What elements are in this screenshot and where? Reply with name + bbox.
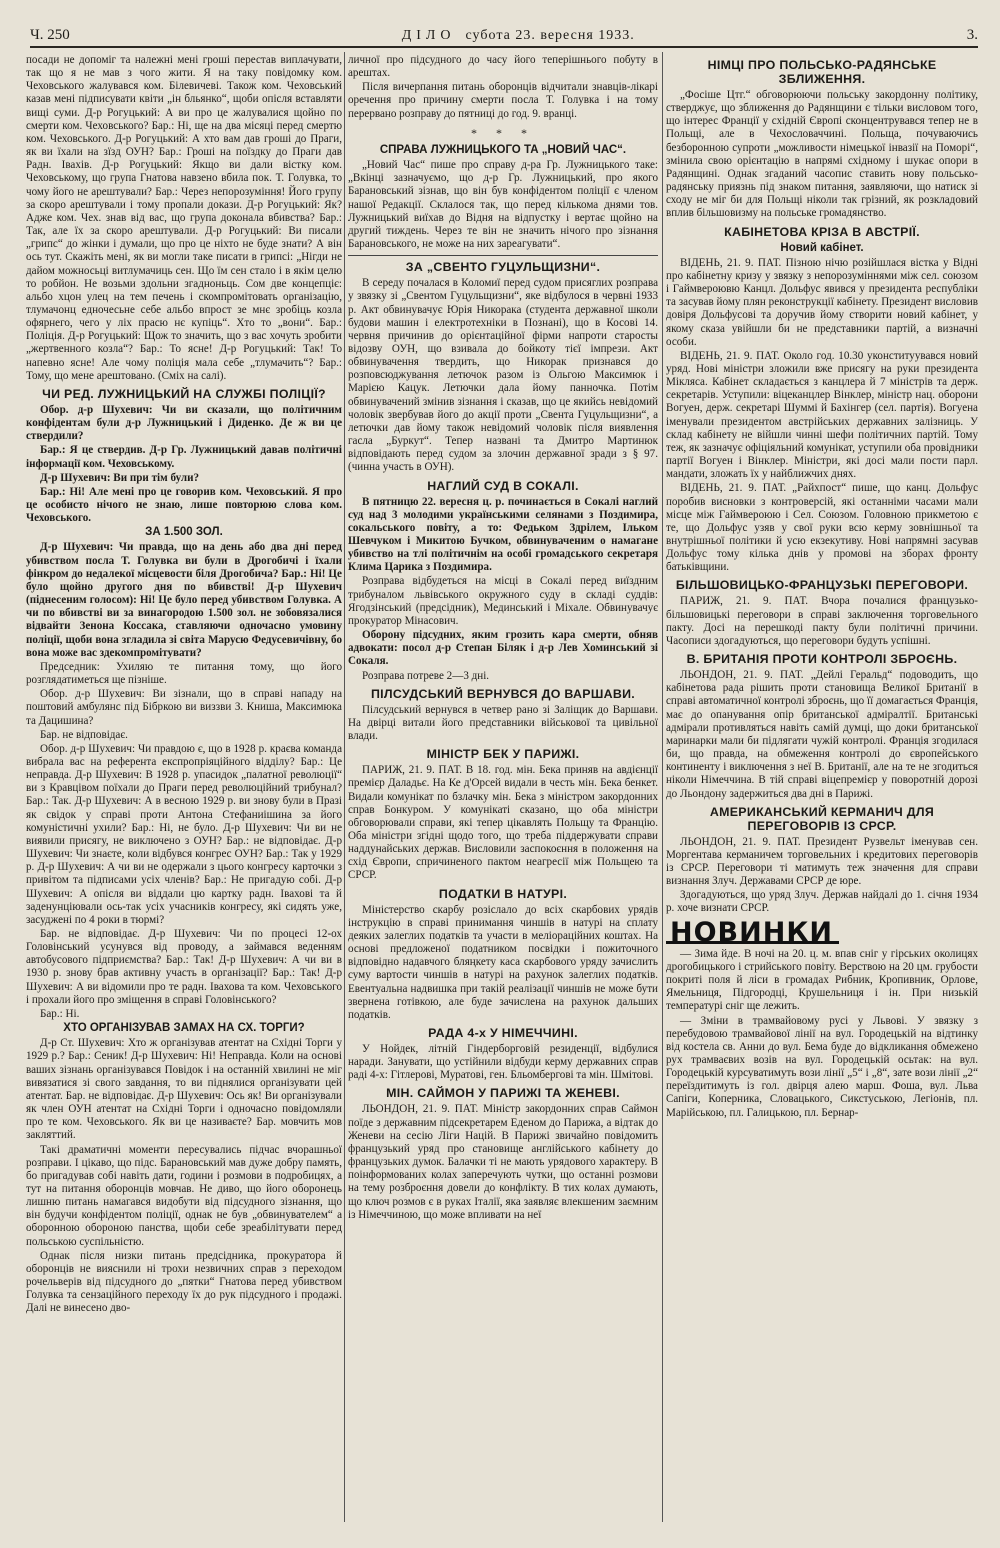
section-heading: ПІЛСУДСЬКИЙ ВЕРНУВСЯ ДО ВАРШАВИ. [370,686,636,701]
issue-number: Ч. 250 [30,27,70,43]
masthead [30,22,978,48]
paragraph: Бар. не відповідає. [40,728,128,741]
paragraph: ЛЬОНДОН, 21. 9. ПАТ. „Дейлі Геральд“ подоводить, що кабінетова рада рішить проти становища Великої Британії в справі автоматичної контролі зброєнь, що її домагається Франція, має до опанування опір британської адміралтії. Британські адмірали противляться навіть самій думці, що доки британської маринарки мали би підлягати чужій контролі. Франція згодилася би, що правда, на обмеження контролі до європейського континенту і виключення з неї В. Британії, але на те не згодиться ніколи Німеччина. В тій справі віцепремієр у поворотній дорозі до Льондону задержиться два дні в Парижі. [666,669,978,800]
paragraph: ЛЬОНДОН, 21. 9. ПАТ. Президент Рузвельт іменував сен. Моргентава керманичем торговельних і кредитових переговорів із СРСР. Переговори ті матимуть теж значення для справи визнання Злуч. Державами СРСР де юре. [666,835,978,888]
paragraph: Такі драматичні моменти пересувались підчас вчорашньої розправи. І цікаво, що підс. Барановський мав дуже добру память, бо пригадував собі навіть дати, години і розмови в подробицях, а тут на питання оборонців мовчав. Не диво, що його оборонець лишню питань намагався видобути від підсудного зізнання, що він будучи конфідентом поліції, однак не був „обвинувателем“ а оборонною обороною панства, щоби себе зреабілітувати перед польською суспільністю. [26,1143,342,1248]
paragraph: Бар.: Ні! Але мені про це говорив ком. Чеховський. Я про це особисто нічого не знаю, лише повторюю слова ком. Чеховського. [26,485,342,525]
column-2 [348,54,658,1524]
section-heading: МІН. САЙМОН У ПАРИЖІ ТА ЖЕНЕВІ. [386,1086,620,1101]
section-heading: ХТО ОРГАНІЗУВАВ ЗАМАХ НА СХ. ТОРГИ? [63,1022,305,1035]
paragraph: Оборону підсудних, яким грозить кара смерти, обняв адвокати: посол д-р Степан Біляк і д-р Лев Хоминський зі Сокаля. [348,629,658,668]
paragraph: посади не допоміг та належні мені гроші перестав виплачувати, так що я не мав з чого жити. Я на таку повідомку ком. Чеховського жалувався ком. Білевичеві. Також ком. Чеховський казав мені підписувати квіти „ін бльянко“, щоби опісля вставляти вищі суми. Д-р Рогуцький: А ви про це жалувалися щойно по смерти ком. Чеховського? Бар.: Ні, ще на два місяці перед смертю ком. Чеховського. Д-р Рогуцький: А хто вам дав гроші до Праги, як ви їхали на зїзд ОУН? Бар.: Гроші на поїздку до Праги дав Радн. Івахів. Д-р Рогуцький: Якщо ви дали вістку ком. Чеховському, що група Гнатова навзено вбила пок. Т. Голувка, то чому його не арештували? Бар.: Через непорозуміння! Його групу за скоро арештували і тому пропали докази. Д-р Рогуцький: Як? Адже ком. Чех. знав від вас, що група доконала вбивства? Бар.: Так, але їх за скоро арештували. Д-р Рогуцький: Ви писали „грипс“ до жінки і думали, що про це ніхто не буде знати? А він ось тут. Скажіть мені, як ви могли таке писати в грипсі: „Нігди не дайом можносьці витлумачиць сен. Що їм сен стало і в якім целю то робйон. Не возьми здольни згадноньць. Сом две концепціє: альбо хцон улец на тем печень і скомпромітовать організацію, тлумачонц едночесьне себе альбо впрост зе мнє зробіць козла офярнего, чего у ліх прасю нє купіць“. Хто то „вони“. Бар.: Поліція. Д-р Рогуцький: Щож то значить, що з вас хочуть зробити „жертвенного козла“? Бар.: То ясне! Д-р Рогуцький: Так! То напевно ясне! Але чому поліція мала себе „тлумачить“? Бар.: Тому, що мене арештовано. (Сміх на салі). [26,54,342,382]
section-heading: СПРАВА ЛУЖНИЦЬКОГО ТА „НОВИЙ ЧАС“. [379,143,627,156]
paragraph: ВІДЕНЬ, 21. 9. ПАТ. „Райхпост“ пише, що канц. Дольфус поробив висновки з контроверсій, які останніми часами мали місце між Гаймвероюю і Сел. Союзом. Головною прикметою є те, що Дольфус узяв у свої руки всю керму зовнішньої та внутрішньої політики й усю екзекутиву. Нові напрямні засував Дольфус тому кілька днів у промові на зборах фронту батьківщини. [666,482,978,574]
section-heading: ЗА 1.500 ЗОЛ. [145,526,223,539]
paragraph: Д-р Шухевич: Чи правда, що на день або два дні перед убивством посла Т. Голувка ви були в Дрогобичі і їхали фінкром до недалекої місцевости біля Дрогобича? Бар.: Ні! Це було щойно другого дня по вбивстві! Д-р Шухевич (піднесеним голосом): Ні! Це було перед убивством Голувка. А чи по вбивстві ви за винагородою 1.500 зол. не зобовязалися відвайти Зенона Коссака, ставляючи одночасно умовину поліції, щоби вона згладила зі світа Марусю Федусевичівну, бо вона може вас здекомпромітувати? [26,541,342,659]
paragraph: Председник: Ухиляю те питання тому, що його розглядатиметься ще пізніше. [26,660,342,687]
section-heading: ЗА „СВЕНТО ГУЦУЛЬЩИЗНИ“. [405,260,601,275]
section-heading: НІМЦІ ПРО ПОЛЬСЬКО-РАДЯНСЬКЕ ЗБЛИЖЕННЯ. [707,58,937,86]
section-heading: РАДА 4-х У НІМЕЧЧИНІ. [428,1026,578,1040]
paragraph: Пілсудський вернувся в четвер рано зі Заліщик до Варшави. На двірці витали його представники військової та цивільної влади. [348,703,658,743]
paragraph: Обор. д-р Шухевич: Ви зізнали, що в справі нападу на поштовий амбулянс під Бібркою ви виззви З. Книша, Максимюка та Дацишина? [26,688,342,727]
news-section-title: НОВИНКИ [666,925,839,944]
paragraph: ВІДЕНЬ, 21. 9. ПАТ. Пізною нічю розійшлася вістка у Відні про кабінетну кризу у звязку з непорозуміннями між сел. союзом і Гаймвероювю Канцл. Дольфус явився у президента республіки та засував йому плян реконструкції кабінету. Президент висловив довіря Дольфусові та доручив йому створити новий кабінет, у якому сказа увійшли би не представники партій, а визначні особи. [666,256,978,348]
paragraph: Міністерство скарбу розіслало до всіх скарбових урядів інструкцію в справі принимання чиншів в натурі на сплату деяких залеглих податків та участи в меліораційних коштах. На основі предложеної податником посвідки і пожиточного відповідно надавчого бляңкету каса скарбового уряду зачислить суму вартости чиншів в натурі на рахунок залеглих податків. Евентуальна надвишка при такій реалізації чиншів не може бути звернена готівкою, але буде зачислена на рахунок дальших податків. [348,903,658,1021]
column-1 [26,54,342,1524]
paragraph: Обор. д-р Шухевич: Чи ви сказали, що політичним конфідентам були д-р Лужницький і Диденко. Де ж ви це ствердили? [26,403,342,443]
paragraph: — Зміни в трамвайовому русі у Львові. У звязку з перебудовою трамвайової лінії на вул. Городецькій на відтинку від костела св. Анни до вул. Бема буде до відкликання обмежено рух трамваєвих возів на вул. Городецькій осьтак: на вул. Городецькій курсуватимуть вози лінії „5“ і „8“, зате вози лінії „2“ переїздитимуть із гол. двірця алею марш. Фоша, вул. Льва Сапіги, Коперника, Словацького, Сикстуською, Легіонів, пл. Марійською, пл. Галицькою, пл. Бернар- [666,1014,978,1119]
paragraph: Здогадуються, що уряд Злуч. Держав найдалі до 1. січня 1934 р. хоче визнати СРСР. [666,889,978,915]
column-divider [344,52,345,1522]
paragraph: личної про підсудного до часу його теперішнього побуту в арештах. [348,54,658,80]
divider [348,255,658,256]
issue-date: субота 23. вересня 1933. [465,28,635,43]
section-heading: КАБІНЕТОВА КРІЗА В АВСТРІЇ. [724,224,920,239]
paragraph: Обор. д-р Шухевич: Чи правдою є, що в 1928 р. краєва команда вибрала вас на референта експропріяційного відділу? Бар.: Це неправда. Д-р Шухевич: В 1928 р. упасидок „палатної революції“ ви з Кравцівом поїхали до Праги перед революційний трибунал? Бар.: Так. Д-р Шухевич: А в весною 1929 р. ви знову були в Празі як свідок у справі проти Антона Стефаниішина за його комуністичні ухили? Бар.: Ні, не було. Д-р Шухевич: Чи ви не виявили присягу, не виключено з ОУН? Бар.: не відповідає. Д-р Шухевич: Чи знаєте, коли відбувся конгрес ОУН? Бар.: Так у 1929 р. Д-р Шухевич: А чи ви не одержали з цього конгресу карточки з привітом та підписами усіх членів? Бар.: Не пригадую собі. Д-р Шухевич: А опісля ви віддали цю картку радн. Івахові та й заденунціювали ось-так усіх учасників конгресу, які сидять уже, засуджені по 4 роки в тюрмі? [26,742,342,926]
section-heading: НАГЛИЙ СУД В СОКАЛІ. [427,478,579,493]
paragraph: Д-р Шухевич: Ви при тім були? [40,471,200,484]
section-heading: В. БРИТАНІЯ ПРОТИ КОНТРОЛІ ЗБРОЄНЬ. [686,652,958,667]
paragraph: „Новий Час“ пише про справу д-ра Гр. Лужницького таке: „Вкінці зазначуємо, що д-р Гр. Лужницький, про якого Барановський зізнав, що він був конфідентом поліції є членом нашої Редакції. Склалося так, що перед кількома днями тов. Лужницький виїхав до Відня на відпустку і вертає щойно на другий тиждень. Через те він не значить нічого про зізнання Барановського, не може на них зареагувати“. [348,159,658,251]
column-divider [662,52,663,1522]
paragraph: Розправа відбудеться на місці в Сокалі перед виїздним трибуналом львівського окружного суду в складі суддів: Ягодзінський (предсідник), Мединський і Міхале. Обвинувачує прокуратор Мінасович. [348,575,658,627]
paragraph: Бар.: Ні. [40,1007,80,1020]
column-3 [666,54,978,1524]
paragraph: ВІДЕНЬ, 21. 9. ПАТ. Около год. 10.30 уконституувався новий уряд. Нові міністри зложили вже присягу на руки президента Мікляса. Кабінет складається з канцлера й 7 міністрів та держ. секретарів. Уступили: віцеканцлер Вінклер, міністр нац. оборони Вогуен, держ. секретарі Шуммі й Бахінгер (сел. партія). Вогуена іменували президентом австрійських державних залізниць. У склад кабінету не війшли чинні шефи політичних партій. Тому теж, як зазначує офіціяльний комунікат, уступили оба провідники партії Вогуен і Вінклер. Міністри, які досі мали пости парл. мандати, зложать їх у найближчих днях. [666,349,978,481]
section-heading: АМЕРИКАНСЬКИЙ КЕРМАНИЧ ДЛЯ ПЕРЕГОВОРІВ ІЗ СРСР. [709,804,935,833]
paragraph: Після вичерпання питань оборонців відчитали знавців-лікарі оречення про причину смерти посла Т. Голувка і на тому перервано розправу до пятниці до год. 9. вранці. [348,81,658,120]
section-heading: МІНІСТР БЕК У ПАРИЖІ. [426,747,580,762]
paragraph: Д-р Ст. Шухевич: Хто ж організував атентат на Східні Торги у 1929 р.? Бар.: Сеник! Д-р Шухевич: Ні! Неправда. Коли на основі ваших зізнань організувався Повідок і на останній хвилині не міг вивязатися зі свого завдання, то ви піднялися організувати цей атентат. Бар. не відповідає. Д-р Шухевич: Ось як! Ви організували як член ОУН атентат на Східні Торги і одночасно повідомляли про те ком. Чеховського. Як ви це називаєте? Бар. мовчить мов закляттий. [26,1037,342,1142]
paragraph: Розправа потреве 2—3 дні. [362,669,490,682]
section-subheading: Новий кабінет. [780,241,864,254]
paragraph: „Фосіше Цтг.“ обговорюючи польську закордонну політику, стверджує, що зближення до Радянщини є тільки висловом того, що інтерес Франції у східній Європі сконцентрувався тепер не в Польщі, але в Чехословаччині. Польща, почуваючись безборонною супроти „можливости німецької інвазії на Поморі“, змінила свою орієнтацію в напрямі східному і шукає опори в Радянщині. Однак згаданий часопис ставить нову польсько-радянську приязнь під знаком питання, заявляючи, що натиск зі сходу не міг би для Польщі ніколи так грізний, як розкладовий вплив більшовизму на польське громадянство. [666,89,978,220]
section-heading: ЧИ РЕД. ЛУЖНИЦЬКИЙ НА СЛУЖБІ ПОЛІЦІЇ? [42,386,326,401]
paragraph: — Зима йде. В ночі на 20. ц. м. впав сніг у гірських околицях дрогобицького і стрийського повіту. Верствою на 20 цм. грубости покриті поля й ліси в громадах Рибник, Кропивник, Орлове, Ямельниця, Підгородці, Крушельниця і ін. При низькій температурі сніг ще лежить. [666,947,978,1013]
paragraph: В пятницю 22. вересня ц. р. починається в Сокалі наглий суд над 3 молодими українськими селянами з Поздимира, сокальського повіту, а то: Федьком Здрілем, Ільком Шевчуком і Микитою Бучком, обвинуваченим о намагане убивство на тлі політичнім на особі громадського секретаря Клима Царика з Поздимира. [348,495,658,574]
page-number: 3. [966,27,978,43]
paragraph: ПАРИЖ, 21. 9. ПАТ. Вчора почалися французько-більшовицькі переговори в справі заключення торговельного пакту. Досі на перешкоді пакту були політичні причини. Часописи здогадуються, що переговори будуть успішні. [666,595,978,647]
paragraph: ЛЬОНДОН, 21. 9. ПАТ. Міністр закордонних справ Саймон поїде з державним підсекретарем Еденом до Парижа, а відтак до Женеви на сесію Ліги Націй. В Парижі звичайно повідомить французький уряд про становище англійського кабінету до французьких думок. Балачки ті не мають урядового характеру. В поінформованих колах заперечують чутки, що останні розмови на тему розброєння довели до конфлікту. В тих колах думають, що ключ розмов є в руках Італії, яка заявляє влекшеним заємним із Німеччиною, що може впливати на неї [348,1103,658,1221]
paragraph: ПАРИЖ, 21. 9. ПАТ. В 18. год. мін. Бека приняв на авдієнції премієр Даладьє. На Ке д'Орсей видали в честь мін. Бека бенкет. Видали комунікат по бзлачку мін. Бека з міністром закордонних справ Бонкуром. У комунікаті сказано, що оба міністри обговорювали справи, які тепер цікавлять Польщу та Францію. Оба міністри згідні щодо того, що треба піддержувати справи наддунайських держав. Висловили заспокоєння в положення на схід Європи, спричиненого пактом неагресії між Польщею та СРСР. [348,764,658,882]
newspaper-title: ДІЛО [401,28,456,43]
paragraph: У Нойдек, літній Гіндерборговій резиденції, відбулися наради. Занувати, що устійнили відбуди керму державних справ раді 4-х: Гітлерові, Муратові, ген. Бльомбергові та мін. Шмітові. [348,1043,658,1082]
paragraph: Бар.: Я це ствердив. Д-р Гр. Лужницький давав політичні інформації ком. Чеховському. [26,444,342,470]
section-separator: * * * [471,125,535,140]
paragraph: В середу почалася в Коломиї перед судом присяглих розправа у звязку зі „Свентом Гуцульщизни“, яке відбулося в червні 1933 р. Акт обвинувачує Юрія Никорака (студента державної школи будови машин і електротехніки в Познані), що в Косові 14. червня причинив до орієнтаційної фірми напроти старосты відозву ОУН, що взивала до бойкоту тієї імпрези. Акт обвинувачення твердить, що Никорак признався до розповсюджування летючок разом із Ольгою Максимюк і Марією Кацук. Летючки дала йому панночка. Потім обвинувачений змінив зізнання і сказав, що це якийсь невідомий чоловік звербував його до акції проти „Свента Гуцульщизни“, а летючки дав йому також невідомий чоловік після виявлення гасла „Буркут“. Тепер названі та Дмитро Мартинюк відповідають перед судом за злочин державної зради з § 97. (чинна участь в ОУН). [348,277,658,474]
paragraph: Однак після низки питань предсідника, прокуратора й оборонців не вияснили ні трохи незвичних справ з переходом рочельверів від підсудного до „пятки“ Гнатова перед убивством Голувка та сензаційного переходу їх до рук підсудного і продажі. Далі не винесено дво- [26,1249,342,1315]
paragraph: Бар. не відповідає. Д-р Шухевич: Чи по процесі 12-ох Головінський усунувся від проводу, а займався веденням автобусового підприємства? Бар.: Так! Д-р Шухевич: А чи ви в 1930 р. знову брав активну участь в організації? Бар.: Так! Д-р Шухевич: А ви відомили про те радн. Івахова та ком. Чеховського і прохали його про зміщення в справі Головінського? [26,928,342,1006]
section-heading: БІЛЬШОВИЦЬКО-ФРАНЦУЗЬКІ ПЕРЕГОВОРИ. [675,578,969,593]
masthead-center [402,28,635,44]
section-heading: ПОДАТКИ В НАТУРІ. [438,886,568,901]
